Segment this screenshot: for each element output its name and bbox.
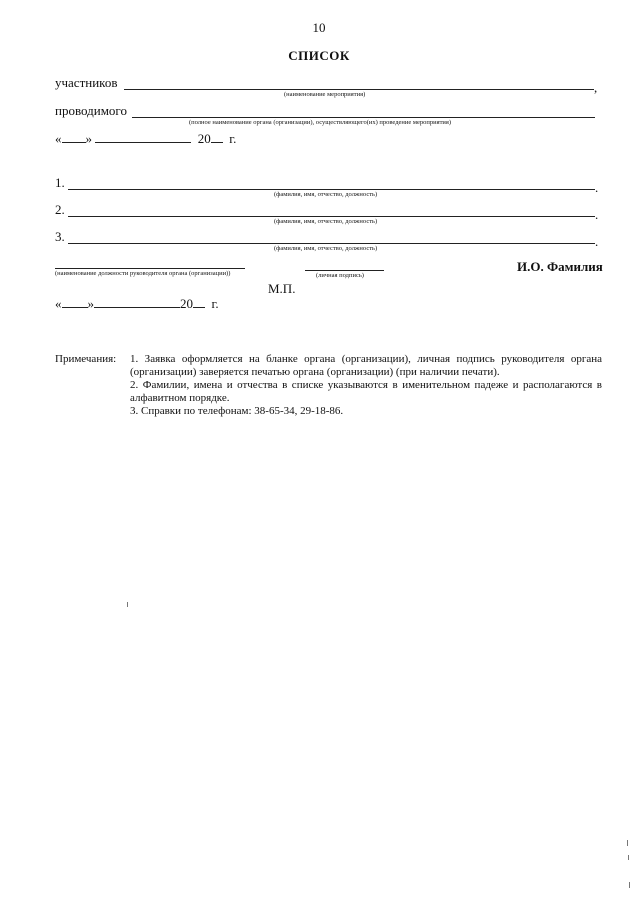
year-suffix: г. (211, 296, 219, 311)
month-blank[interactable] (94, 297, 180, 308)
date-close-quote: » (85, 131, 92, 146)
date-open-quote: « (55, 131, 62, 146)
entry-caption-3: (фамилия, имя, отчество, должность) (274, 245, 378, 252)
day-blank[interactable] (62, 132, 86, 143)
note-item-2: 2. Фамилии, имена и отчества в списке указываются в именительном падеже и располагаются в алфавитном порядке. (130, 379, 602, 404)
year-blank[interactable] (193, 297, 205, 308)
notes-list (130, 353, 602, 418)
stamp-mark: М.П. (268, 281, 296, 296)
conducted-label: проводимого (55, 103, 127, 118)
signature-line[interactable] (305, 270, 384, 271)
event-name-caption: (наименование мероприятия) (284, 91, 366, 98)
notes-label: Примечания: (55, 353, 117, 365)
position-line[interactable] (55, 268, 245, 269)
organizer-name-caption: (полное наименование органа (организации), осуществляющего(их) проведение мероприятия) (189, 119, 452, 126)
year-prefix: 20 (180, 296, 193, 311)
year-blank[interactable] (211, 132, 223, 143)
entry-line-1[interactable] (68, 189, 595, 190)
entry-end-mark-3: . (595, 234, 599, 249)
entry-caption-1: (фамилия, имя, отчество, должность) (274, 191, 378, 198)
entry-number-2: 2. (55, 202, 65, 217)
scan-speck (627, 840, 628, 846)
organizer-name-line[interactable] (132, 117, 595, 118)
entry-number-1: 1. (55, 175, 65, 190)
participants-label: участников (55, 75, 118, 90)
position-caption: (наименование должности руководителя органа (организации)) (55, 270, 231, 277)
entry-line-2[interactable] (68, 216, 595, 217)
scan-speck (127, 602, 128, 607)
note-item-3: 3. Справки по телефонам: 38-65-34, 29-18-86. (130, 405, 344, 417)
year-prefix: 20 (197, 131, 211, 146)
document-title: СПИСОК (288, 48, 350, 63)
event-name-line[interactable] (124, 89, 594, 90)
entry-caption-2: (фамилия, имя, отчество, должность) (274, 218, 378, 225)
entry-end-mark-2: . (595, 207, 599, 222)
entry-line-3[interactable] (68, 243, 595, 244)
date-open-quote: « (55, 296, 62, 311)
date-field-2[interactable] (55, 296, 219, 312)
note-item-1: 1. Заявка оформляется на бланке органа (организации), личная подпись руководителя органа (организации) заверяется печатью органа (организации) (при наличии печати). (130, 353, 602, 378)
date-close-quote: » (87, 296, 94, 311)
scan-speck (629, 882, 630, 888)
page-number: 10 (312, 20, 326, 35)
signatory-name: И.О. Фамилия (517, 259, 603, 274)
date-field-1[interactable] (55, 131, 236, 147)
month-blank[interactable] (95, 132, 191, 143)
day-blank[interactable] (62, 297, 88, 308)
entry-number-3: 3. (55, 229, 65, 244)
participants-end-mark: , (594, 80, 598, 95)
year-suffix: г. (229, 131, 237, 146)
signature-caption: (личная подпись) (316, 272, 364, 279)
scan-speck (628, 855, 629, 860)
entry-end-mark-1: . (595, 180, 599, 195)
